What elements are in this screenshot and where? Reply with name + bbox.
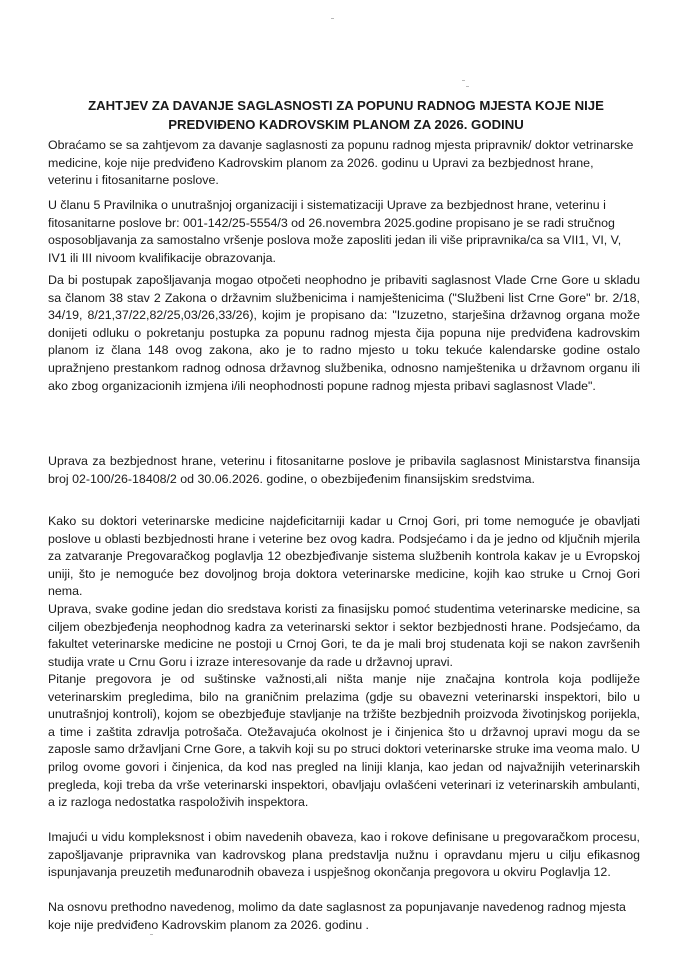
paragraph-complexity: Imajući u vidu kompleksnost i obim navedenih obaveza, kao i rokove definisane u pregovaračkom procesu, zapošljavanje pripravnika van kadrovskog plana predstavlja nužnu i opravdanu mjeru u cilju efikasnog ispunjavanja preuzetih međunarodnih obaveza i uspješnog okončanja pregovora u okviru Poglavlja 12. (48, 830, 640, 880)
scan-speck (331, 18, 334, 19)
paragraph-request-intro: Obraćamo se sa zahtjevom za davanje saglasnosti za popunu radnog mjesta pripravnik/ doktor vetrinarske medicine, koje nije predviđeno Kadrovskim planom za 2026. godinu u Upravi za bezbjednost hrane, veterinu i fitosanitarne poslove. (48, 138, 634, 188)
paragraph-student-support: Uprava, svake godine jedan dio sredstava koristi za finasijsku pomoć studentima veterinarske medicine, sa ciljem obezbjeđenja neophodnog kadra za veterinarski sektor i sektor bezbjednosti hrane. Podsjećamo, da fakultet veterinarske medicine ne postoji u Crnoj Gori, te da je mali broj studenata koji se nakon završenih studija vrate u Crnu Goru i izraze interesovanje da rade u državnoj upravi. (48, 602, 640, 669)
scan-speck (462, 80, 465, 81)
title-line-2: PREDVIĐENO KADROVSKIM PLANOM ZA 2026. GODINU (168, 117, 524, 132)
paragraph-government-consent: Da bi postupak zapošljavanja mogao otpočeti neophodno je pribaviti saglasnost Vlade Crne Gore u skladu sa članom 38 stav 2 Zakona o državnim službenicima i namještenicima ("Službeni list Crne Gore" br. 2/18, 34/19, 8/21,37/22,82/25,03/26,33/26), kojim je propisano da: "Izuzetno, starješina državnog organa može donijeti odluku o pokretanju postupka za popunu radnog mjesta čija popuna nije predviđena kadrovskim planom iz člana 148 ovog zakona, ako je to radno mjesto u toku tekuće kalendarske godine ostalo upražnjeno prestankom radnog odnosa državnog službenika, odnosno namještenika u državnom organu ili ako zbog organizacionih izmjena i/ili neophodnosti popune radnog mjesta pribavi saglasnost Vlade". (48, 273, 640, 393)
paragraph-deficit-staff: Kako su doktori veterinarske medicine najdeficitarniji kadar u Crnoj Gori, pri tome nemoguće je obavljati poslove u oblasti bezbjednosti hrane i veterine bez ovog kadra. Podsjećamo i da je jedno od ključnih mjerila za zatvaranje Pregovaračkog poglavlja 12 obezbjeđivanje sistema službenih kontrola kakav je u Evropskoj uniji, što je nemoguće bez dovoljnog broja doktora veterinarske medicine, kojih kao struke u Crnoj Gori nema. (48, 514, 640, 599)
scan-speck (466, 86, 469, 87)
title-line-1: ZAHTJEV ZA DAVANJE SAGLASNOSTI ZA POPUNU RADNOG MJESTA KOJE NIJE (88, 98, 604, 113)
paragraph-rulebook-article: U članu 5 Pravilnika o unutrašnjoj organizaciji i sistematizaciji Uprave za bezbjednost hrane, veterinu i fitosanitarne poslove br: 001-142/25-5554/3 od 26.novembra 2025.godine propisano je se radi stručnog osposobljavanja za samostalno vršenje poslova može zaposliti jedan ili više pripravnika/ca sa VII1, VI, V, IV1 ili III nivoom kvalifikacije obrazovanja. (48, 198, 622, 265)
paragraph-ministry-finance: Uprava za bezbjednost hrane, veterinu i fitosanitarne poslove je pribavila saglasnost Ministarstva finansija broj 02-100/26-18408/2 od 30.06.2026. godine, o obezbijeđenim finansijskim sredstvima. (48, 454, 640, 486)
document-title (52, 96, 640, 134)
paragraph-negotiations-control: Pitanje pregovora je od suštinske važnosti,ali ništa manje nije značajna kontrola koja podliježe veterinarskim pregledima, bilo na graničnim prelazima (gdje su obavezni veterinarski inspektori, bilo u unutrašnjoj kontroli), kojom se obezbjeđuje stavljanje na tržište bezbjednih proizvoda životinjskog porijekla, a time i zaštita zdravlja potrošača. Otežavajuća okolnost je i činjenica što u državnoj upravi mogu da se zaposle samo državljani Crne Gore, a takvih koji su po struci doktori veterinarske struke ima veoma malo. U prilog ovome govori i činjenica, da kod nas pregled na liniji klanja, kao jedan od najvažnijih veterinarskih pregleda, koji treba da vrše veterinarski inspektori, obavljaju ovlašćeni veterinari iz veterinarskih ambulanti, a iz razloga nedostatka raspoloživih inspektora. (48, 672, 640, 810)
paragraph-conclusion: Na osnovu prethodno navedenog, molimo da date saglasnost za popunjavanje navedenog radnog mjesta koje nije predviđeno Kadrovskim planom za 2026. godinu . (48, 900, 626, 932)
